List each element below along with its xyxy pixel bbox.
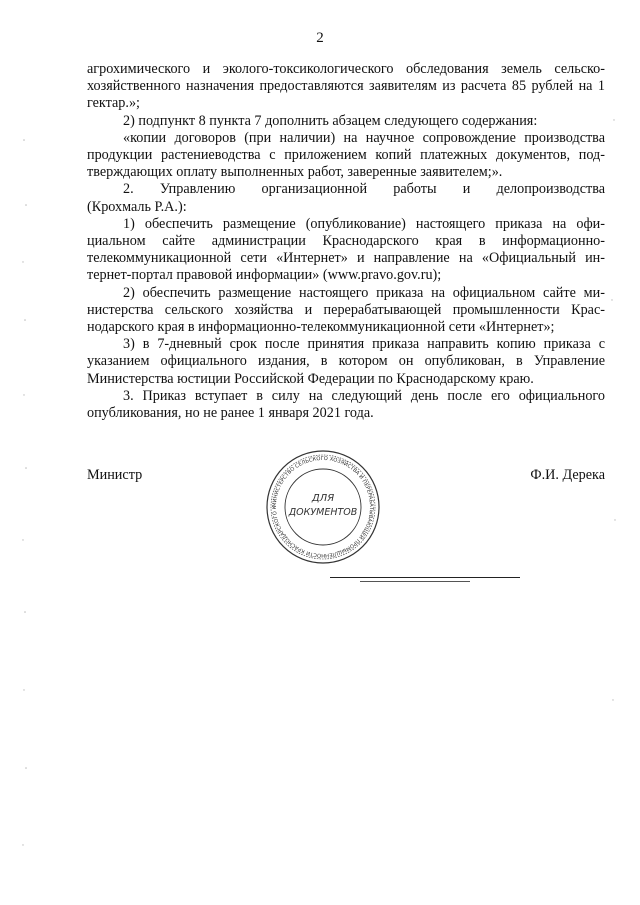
paragraph-item-3: 3. Приказ вступает в силу на следующий день после его официального опубликования, но не ранее 1 января 2021 года.: [87, 387, 605, 422]
paragraph-item-2-responsible: (Крохмаль Р.А.):: [87, 198, 187, 215]
stamp-ring-text: МИНИСТЕРСТВО СЕЛЬСКОГО ХОЗЯЙСТВА И ПЕРЕРАБАТЫВАЮЩЕЙ ПРОМЫШЛЕННОСТИ КРАСНОДАРСКОГО К: [271, 455, 375, 559]
paragraph-item-2-heading: 2. Управлению организационной работы и делопроизводства: [123, 181, 605, 198]
paragraph-item-2-3: 3) в 7-дневный срок после принятия приказа направить копию приказа с указанием официального издания, в котором он опубликован, в Управление Министерства юстиции Российской Федерации по Краснодарскому краю.: [87, 336, 605, 387]
signer-name: Ф.И. Дерека: [530, 467, 605, 483]
stamp-center-line1: ДЛЯ: [311, 493, 335, 504]
signer-title: Министр: [87, 467, 143, 483]
official-stamp: [263, 447, 383, 567]
page-number: 2: [316, 30, 324, 46]
paragraph-subitem-2: 2) подпункт 8 пункта 7 дополнить абзацем следующего содержания:: [123, 112, 538, 129]
signature-stroke: [330, 577, 520, 578]
paragraph-item-2-1: 1) обеспечить размещение (опубликование) настоящего приказа на официальном сайте администрации Краснодарского края в информационно-телекоммуникационной сети «Интернет» и направление на «Официальный интернет-портал правовой информации» (www.pravo.gov.ru);: [87, 215, 605, 284]
paragraph-continuation: агрохимического и эколого-токсикологического обследования земель сельскохозяйственного назначения предоставляются заявителям из расчета 85 рублей на 1 гектар.»;: [87, 61, 605, 112]
paragraph-item-2-2: 2) обеспечить размещение настоящего приказа на официальном сайте министерства сельского хозяйства и перерабатывающей промышленности Краснодарского края в информационно-телекоммуникационной сети «Интернет»;: [87, 284, 605, 336]
signature-stroke-secondary: [360, 581, 470, 582]
stamp-center-line2: ДОКУМЕНТОВ: [288, 507, 358, 518]
paragraph-quote-contracts: «копии договоров (при наличии) на научное сопровождение производства продукции растениеводства с приложением копий платежных документов, подтверждающих оплату выполненных работ, заверенные заявителем;».: [87, 129, 605, 181]
document-body: [87, 61, 605, 422]
